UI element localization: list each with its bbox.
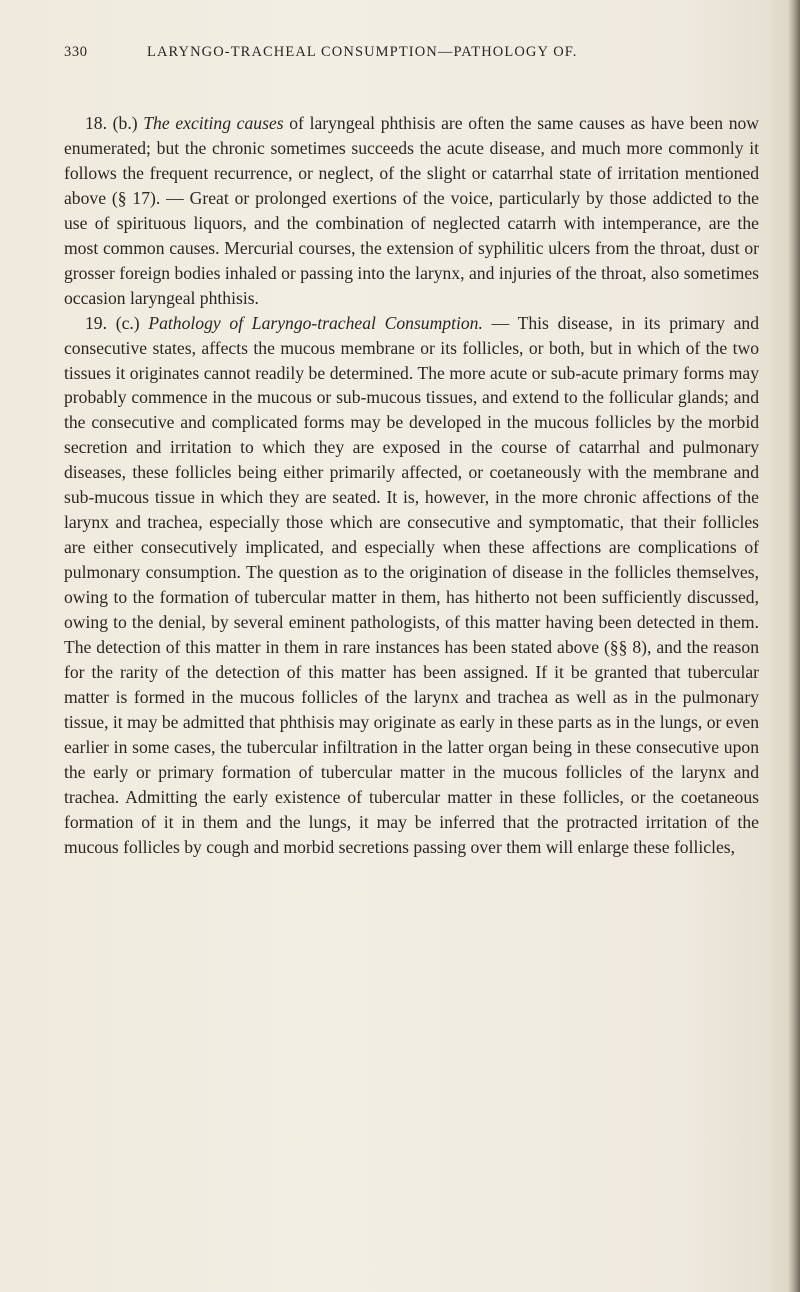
paragraph-19 [64, 311, 759, 860]
paragraph-text: — This disease, in its primary and consecutive states, affects the mucous membrane or its follicles, or both, but in which of the two tissues it originates cannot readily be determined. The more acute or sub-acute primary forms may probably commence in the mucous or sub-mucous tissues, and extend to the follicular glands; and the consecutive and complicated forms may be developed in the mucous follicles by the morbid secretion and irritation to which they are exposed in the course of catarrhal and pulmonary diseases, these follicles being either primarily affected, or coetaneously with the membrane and sub-mucous tissue in which they are seated. It is, however, in the more chronic affections of the larynx and trachea, especially those which are consecutive and symptomatic, that their follicles are either consecutively implicated, and especially when these affections are complications of pulmonary consumption. The question as to the origination of disease in the follicles themselves, owing to the formation of tubercular matter in them, has hitherto not been sufficiently discussed, owing to the denial, by several eminent pathologists, of this matter having been detected in them. The detection of this matter in them in rare instances has been stated above (§§ 8), and the reason for the rarity of the detection of this matter has been assigned. If it be granted that tubercular matter is formed in the mucous follicles of the larynx and trachea as well as in the pulmonary tissue, it may be admitted that phthisis may originate as early in these parts as in the lungs, or even earlier in some cases, the tubercular infiltration in the latter organ being in these consecutive upon the early or primary formation of tubercular matter in the mucous follicles of the larynx and trachea. Admitting the early existence of tubercular matter in these follicles, or the coetaneous formation of it in them and the lungs, it may be inferred that the protracted irritation of the mucous follicles by cough and morbid secretions passing over them will enlarge these follicles, [64, 312, 760, 857]
paragraph-text: of laryngeal phthisis are often the same causes as have been now enumerated; but the chronic sometimes succeeds the acute disease, and much more commonly it follows the frequent recurrence, or neglect, of the slight or catarrhal state of irritation mentioned above (§ 17). — Great or prolonged exertions of the voice, particularly by those addicted to the use of spirituous liquors, and the combination of neglected catarrh with intemperance, are the most common causes. Mercurial courses, the extension of syphilitic ulcers from the throat, dust or grosser foreign bodies inhaled or passing into the larynx, and injuries of the throat, also sometimes occasion laryngeal phthisis. [64, 113, 759, 308]
page-edge-shadow [788, 0, 800, 1292]
running-head [64, 44, 764, 66]
page-number: 330 [64, 44, 88, 60]
paragraph-label: (b.) [112, 113, 138, 133]
body-text [64, 111, 759, 860]
running-title: LARYNGO-TRACHEAL CONSUMPTION—PATHOLOGY OF. [147, 44, 578, 60]
paragraph-heading: Pathology of Laryngo-tracheal Consumption. [148, 312, 483, 333]
paragraph-number: 19. [85, 312, 107, 333]
paragraph-number: 18. [85, 113, 107, 133]
paragraph-heading: The exciting causes [143, 113, 284, 133]
paragraph-18 [64, 111, 759, 311]
paragraph-label: (c.) [115, 312, 140, 333]
